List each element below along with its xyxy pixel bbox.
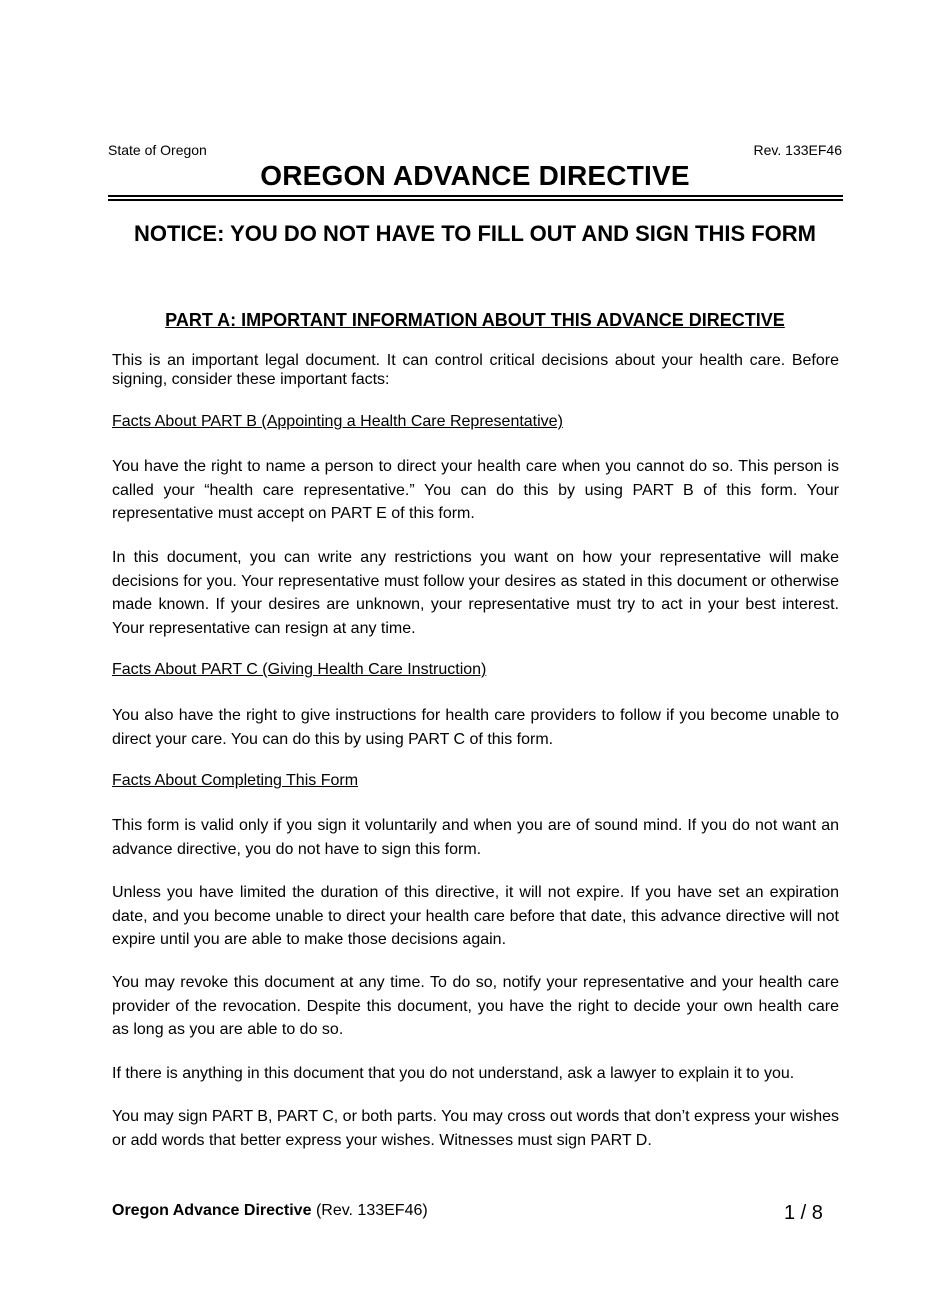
title-divider-bottom: [108, 199, 843, 201]
paragraph: If there is anything in this document that you do not understand, ask a lawyer to explain it to you.: [112, 1065, 795, 1082]
paragraph: You also have the right to give instructions for health care providers to follow if you become unable to direct your care. You can do this by using PART C of this form.: [112, 707, 839, 748]
revision-label: Rev. 133EF46: [753, 142, 842, 158]
part-a-intro: This is an important legal document. It can control critical decisions about your health care. Before signing, consider these important facts:: [112, 352, 839, 388]
paragraph: You may sign PART B, PART C, or both parts. You may cross out words that don’t express your wishes or add words that better express your wishes. Witnesses must sign PART D.: [112, 1108, 839, 1149]
page-number: 1 / 8: [784, 1202, 823, 1224]
footer-document-name: [112, 1202, 428, 1220]
section-heading-part-b: Facts About PART B (Appointing a Health Care Representative): [112, 413, 563, 430]
title-divider-top: [108, 195, 843, 197]
footer-revision: (Rev. 133EF46): [315, 1202, 428, 1219]
document-title: OREGON ADVANCE DIRECTIVE: [260, 160, 690, 191]
section-heading-part-c: Facts About PART C (Giving Health Care Instruction): [112, 661, 487, 678]
paragraph: You have the right to name a person to direct your health care when you cannot do so. This person is called your “health care representative.” You can do this by using PART B of this form. Your representative must accept on PART E of this form.: [112, 458, 839, 522]
paragraph: Unless you have limited the duration of this directive, it will not expire. If you have set an expiration date, and you become unable to direct your health care before that date, this advance directive will not expire until you are able to make those decisions again.: [112, 884, 839, 948]
paragraph: In this document, you can write any restrictions you want on how your representative will make decisions for you. Your representative must follow your desires as stated in this document or otherwise made known. If your desires are unknown, your representative must try to act in your best interest. Your representative can resign at any time.: [112, 549, 839, 637]
footer-title: Oregon Advance Directive: [112, 1202, 312, 1219]
notice-heading: NOTICE: YOU DO NOT HAVE TO FILL OUT AND SIGN THIS FORM: [133, 221, 816, 246]
section-heading-completing-form: Facts About Completing This Form: [112, 772, 359, 789]
part-a-heading: PART A: IMPORTANT INFORMATION ABOUT THIS ADVANCE DIRECTIVE: [165, 310, 785, 330]
state-label: State of Oregon: [108, 142, 207, 158]
paragraph: This form is valid only if you sign it voluntarily and when you are of sound mind. If you do not want an advance directive, you do not have to sign this form.: [112, 817, 839, 858]
paragraph: You may revoke this document at any time. To do so, notify your representative and your health care provider of the revocation. Despite this document, you have the right to decide your own health care as long as you are able to do so.: [112, 974, 839, 1038]
